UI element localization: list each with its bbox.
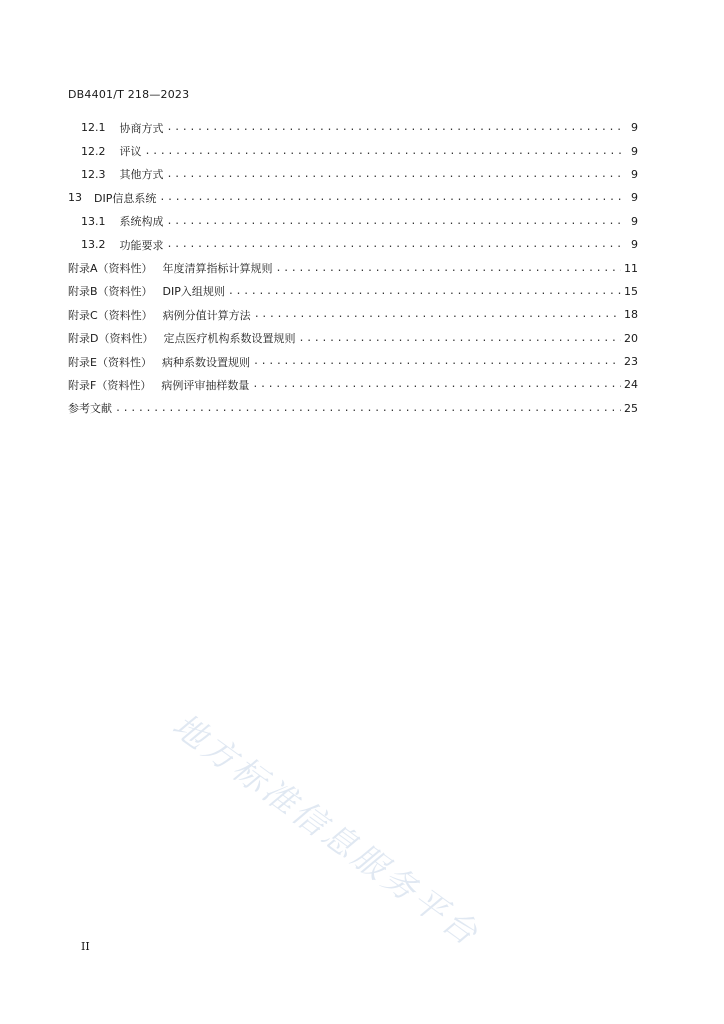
toc-entry[interactable] [68, 186, 638, 209]
toc-entry-number: 13 [68, 191, 82, 205]
toc-entry-title: 年度清算指标计算规则 [162, 262, 273, 276]
toc-entry-number: 12.3 [81, 167, 106, 181]
toc-entry[interactable] [68, 350, 638, 373]
toc-leader-dots [167, 216, 624, 227]
toc-leader-dots [159, 192, 623, 203]
toc-entry[interactable] [68, 373, 638, 396]
toc-entry-title: 评议 [119, 145, 142, 159]
toc-entry-page: 9 [631, 214, 638, 228]
doc-code: DB4401/T 218—2023 [68, 88, 190, 101]
watermark-text: 地方标准信息服务平台 [165, 705, 488, 955]
toc-entry-page: 9 [631, 238, 638, 252]
toc-entry-title: DIP信息系统 [94, 191, 157, 205]
toc-leader-dots [167, 169, 624, 180]
toc-entry-number: 附录B（资料性） [68, 285, 153, 299]
toc-entry[interactable] [68, 163, 638, 186]
toc-entry[interactable] [68, 233, 638, 256]
toc-entry[interactable] [68, 210, 638, 233]
toc-entry-number: 附录C（资料性） [68, 308, 153, 322]
toc-leader-dots [252, 379, 621, 390]
toc-entry-page: 23 [624, 355, 638, 369]
toc-entry-title: 参考文献 [68, 402, 112, 416]
toc-entry[interactable] [68, 397, 638, 420]
toc-entry-number: 12.1 [81, 121, 106, 135]
toc-entry-title: DIP入组规则 [162, 285, 225, 299]
toc-entry-page: 20 [624, 331, 638, 345]
toc-leader-dots [115, 403, 621, 414]
toc-entry-page: 24 [624, 378, 638, 392]
toc-leader-dots [228, 286, 621, 297]
toc-entry[interactable] [68, 280, 638, 303]
page-number: II [81, 940, 90, 953]
toc-entry-page: 25 [624, 401, 638, 415]
toc-entry[interactable] [68, 303, 638, 326]
toc-entry-title: 病例分值计算方法 [162, 308, 251, 322]
table-of-contents [68, 116, 638, 420]
toc-entry[interactable] [68, 327, 638, 350]
toc-entry-title: 定点医疗机构系数设置规则 [163, 332, 296, 346]
toc-leader-dots [298, 333, 621, 344]
toc-leader-dots [276, 263, 621, 274]
toc-entry-page: 9 [631, 144, 638, 158]
toc-entry-number: 附录A（资料性） [68, 262, 153, 276]
toc-entry-title: 协商方式 [119, 121, 164, 135]
toc-leader-dots [253, 356, 621, 367]
toc-entry-number: 附录F（资料性） [68, 378, 152, 392]
toc-leader-dots [254, 309, 621, 320]
toc-entry-page: 18 [624, 308, 638, 322]
toc-leader-dots [145, 146, 624, 157]
toc-entry[interactable] [68, 256, 638, 279]
toc-entry-number: 13.2 [81, 238, 106, 252]
toc-entry-title: 功能要求 [119, 238, 164, 252]
toc-entry-page: 15 [624, 284, 638, 298]
toc-entry-title: 病例评审抽样数量 [161, 378, 250, 392]
toc-leader-dots [167, 239, 624, 250]
toc-entry-page: 9 [631, 167, 638, 181]
toc-entry-number: 附录D（资料性） [68, 332, 154, 346]
toc-entry[interactable] [68, 139, 638, 162]
toc-entry-title: 病种系数设置规则 [161, 355, 250, 369]
toc-leader-dots [167, 122, 624, 133]
toc-entry-page: 9 [631, 191, 638, 205]
toc-entry-number: 13.1 [81, 214, 106, 228]
toc-entry-page: 11 [624, 261, 638, 275]
toc-entry-page: 9 [631, 121, 638, 135]
toc-entry-title: 其他方式 [119, 168, 164, 182]
toc-entry-number: 12.2 [81, 144, 106, 158]
toc-entry[interactable] [68, 116, 638, 139]
toc-entry-number: 附录E（资料性） [68, 355, 152, 369]
toc-entry-title: 系统构成 [119, 215, 164, 229]
